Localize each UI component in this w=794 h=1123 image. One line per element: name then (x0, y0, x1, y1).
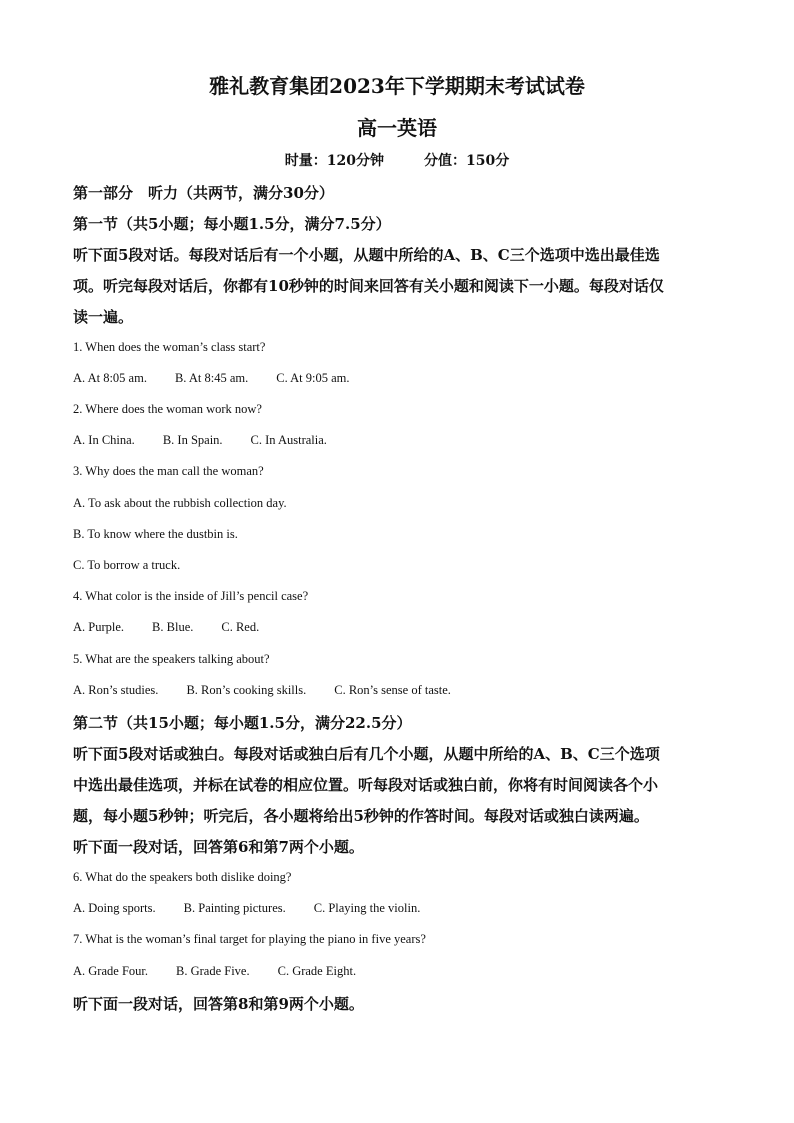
option-c: C. At 9:05 am. (276, 371, 350, 385)
question-4: 4. What color is the inside of Jill’s pencil case? (73, 589, 309, 603)
option-c: C. Playing the violin. (313, 901, 421, 915)
section2-instruction-line3: 题，每小题5秒钟；听完后，各小题将给出5秒钟的作答时间。每段对话或独白读两遍。 (73, 807, 649, 825)
part1-heading: 第一部分 听力（共两节，满分30分） (73, 184, 334, 202)
subject-title: 高一英语 (357, 116, 437, 140)
section2-instruction-line2: 中选出最佳选项，并标在试卷的相应位置。听每段对话或独白前，你将有时间阅读各个小 (73, 776, 659, 794)
option-a: A. Purple. (73, 620, 125, 634)
option-c: C. Grade Eight. (277, 964, 357, 978)
option-b: B. In Spain. (162, 433, 223, 447)
question-3: 3. Why does the man call the woman? (73, 464, 264, 478)
option-c: C. In Australia. (250, 433, 327, 447)
option-b: B. Blue. (152, 620, 194, 634)
question-1: 1. When does the woman’s class start? (73, 340, 266, 354)
dialogue-group-6-7: 听下面一段对话，回答第6和第7两个小题。 (73, 838, 364, 856)
section2-heading: 第二节（共15小题；每小题1.5分，满分22.5分） (73, 714, 412, 732)
question-5-options (73, 683, 723, 698)
exam-title: 雅礼教育集团2023年下学期期末考试试卷 (209, 74, 585, 98)
time-limit: 时量：120分钟 (284, 153, 384, 169)
option-c: C. Red. (221, 620, 260, 634)
option-a: A. Grade Four. (73, 964, 148, 978)
section1-instruction-line1: 听下面5段对话。每段对话后有一个小题，从题中所给的A、B、C三个选项中选出最佳选 (73, 246, 660, 264)
question-2: 2. Where does the woman work now? (73, 402, 262, 416)
exam-meta (0, 150, 794, 170)
option-b: B. At 8:45 am. (174, 371, 249, 385)
option-c: C. Ron’s sense of taste. (334, 683, 451, 697)
question-6-options (73, 901, 723, 916)
question-7-options (73, 964, 723, 979)
option-b: B. Ron’s cooking skills. (186, 683, 307, 697)
section1-heading: 第一节（共5小题；每小题1.5分，满分7.5分） (73, 215, 391, 233)
option-a: A. Doing sports. (73, 901, 156, 915)
question-5: 5. What are the speakers talking about? (73, 652, 270, 666)
question-3-option-a: A. To ask about the rubbish collection day. (73, 496, 287, 510)
option-a: A. At 8:05 am. (73, 371, 147, 385)
option-a: A. In China. (73, 433, 135, 447)
question-4-options (73, 620, 723, 635)
section1-instruction-line2: 项。听完每段对话后，你都有10秒钟的时间来回答有关小题和阅读下一小题。每段对话仅 (73, 277, 664, 295)
section1-instruction-line3: 读一遍。 (73, 308, 134, 326)
question-3-option-c: C. To borrow a truck. (73, 558, 181, 572)
option-a: A. Ron’s studies. (73, 683, 159, 697)
question-6: 6. What do the speakers both dislike doing? (73, 870, 292, 884)
section2-instruction-line1: 听下面5段对话或独白。每段对话或独白后有几个小题，从题中所给的A、B、C三个选项 (73, 745, 660, 763)
question-7: 7. What is the woman’s final target for playing the piano in five years? (73, 932, 426, 946)
question-2-options (73, 433, 723, 448)
question-1-options (73, 371, 723, 386)
total-score: 分值：150分 (424, 153, 510, 169)
question-3-option-b: B. To know where the dustbin is. (73, 527, 238, 541)
option-b: B. Grade Five. (176, 964, 250, 978)
option-b: B. Painting pictures. (183, 901, 286, 915)
dialogue-group-8-9: 听下面一段对话，回答第8和第9两个小题。 (73, 995, 364, 1013)
